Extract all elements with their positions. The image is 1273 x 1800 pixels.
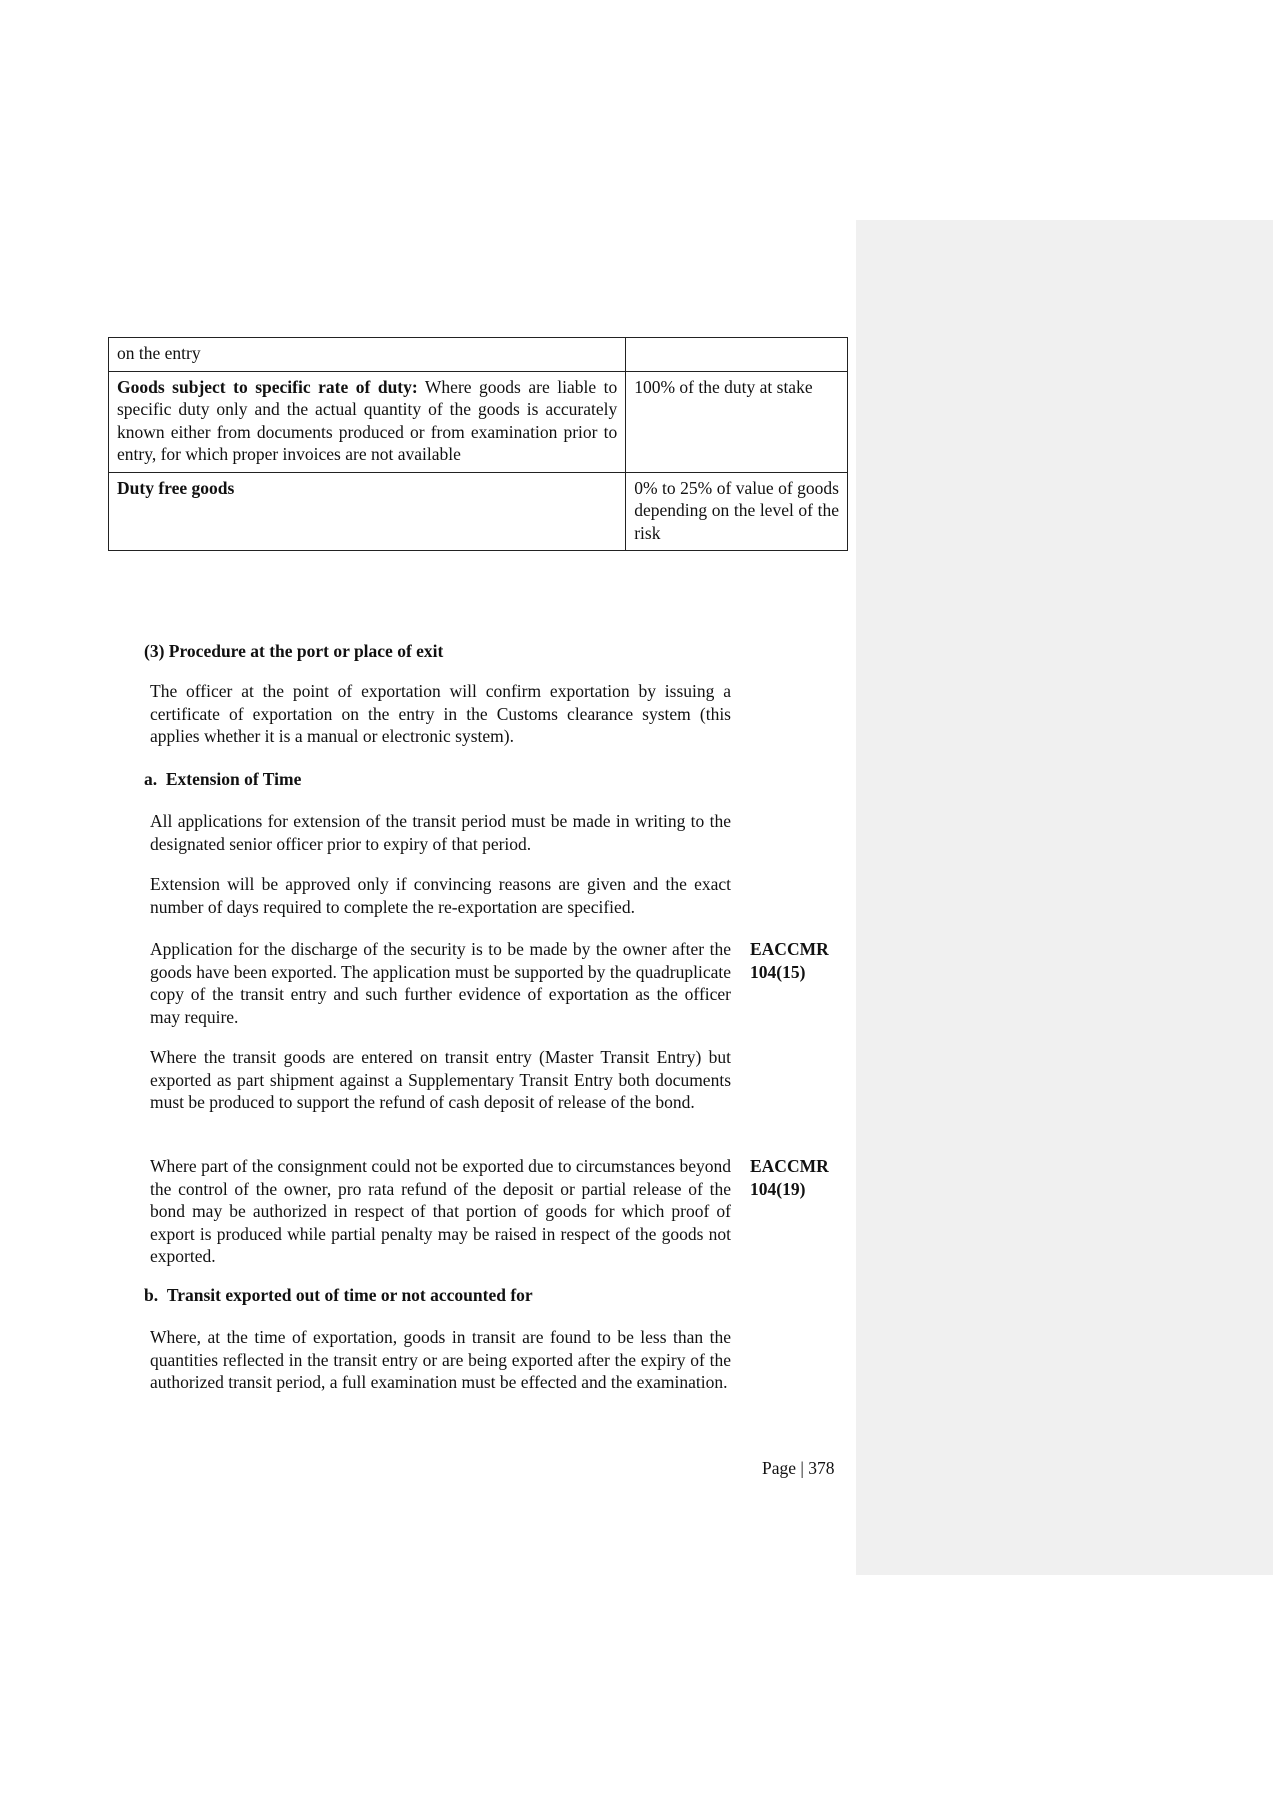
extension-paragraph-1: All applications for extension of the transit period must be made in writing to the designated senior officer prior to expiry of that period. — [150, 811, 731, 854]
table-cell-rate: 100% of the duty at stake — [626, 371, 848, 472]
out-of-time-paragraph: Where, at the time of exportation, goods in transit are found to be less than the quantities reflected in the transit entry or are being exported after the expiry of the authorized transit period, a full examination must be effected and the examination. — [150, 1327, 731, 1392]
table-cell-rate: 0% to 25% of value of goods depending on the level of the risk — [626, 472, 848, 551]
duty-security-table — [108, 337, 848, 551]
table-cell-description: on the entry — [109, 338, 626, 372]
section-3-heading: (3) Procedure at the port or place of exit — [144, 641, 444, 661]
page-number: Page | 378 — [762, 1458, 835, 1478]
subsection-a-heading: a. Extension of Time — [144, 769, 302, 789]
legal-reference-eaccmr-104-15: EACCMR 104(15) — [750, 939, 829, 982]
table-cell-rate — [626, 338, 848, 372]
discharge-security-paragraph: Application for the discharge of the security is to be made by the owner after the goods have been exported. The application must be supported by the quadruplicate copy of the transit entry and such further evidence of exportation as the officer may require. — [150, 939, 731, 1027]
table-row — [109, 371, 848, 472]
extension-paragraph-2: Extension will be approved only if convincing reasons are given and the exact number of days required to complete the re-exportation are specified. — [150, 874, 731, 917]
table-cell-description: Duty free goods — [109, 472, 626, 551]
master-transit-paragraph: Where the transit goods are entered on transit entry (Master Transit Entry) but exported as part shipment against a Supplementary Transit Entry both documents must be produced to support the refund of cash deposit of release of the bond. — [150, 1047, 731, 1112]
section-3-intro-paragraph: The officer at the point of exportation will confirm exportation by issuing a certificate of exportation on the entry in the Customs clearance system (this applies whether it is a manual or electronic system). — [150, 681, 731, 746]
table-row — [109, 472, 848, 551]
table-row — [109, 338, 848, 372]
partial-export-paragraph: Where part of the consignment could not be exported due to circumstances beyond the control of the owner, pro rata refund of the deposit or partial release of the bond may be authorized in respect of that portion of goods for which proof of export is produced while partial penalty may be raised in respect of the goods not exported. — [150, 1156, 731, 1266]
table-cell-description: Goods subject to specific rate of duty: Where goods are liable to specific duty only and the actual quantity of the goods is accurately known either from documents produced or from examination prior to entry, for which proper invoices are not available — [109, 371, 626, 472]
legal-reference-eaccmr-104-19: EACCMR 104(19) — [750, 1156, 829, 1199]
subsection-b-heading: b. Transit exported out of time or not accounted for — [144, 1285, 533, 1305]
comment-margin-pane — [856, 220, 1273, 1575]
